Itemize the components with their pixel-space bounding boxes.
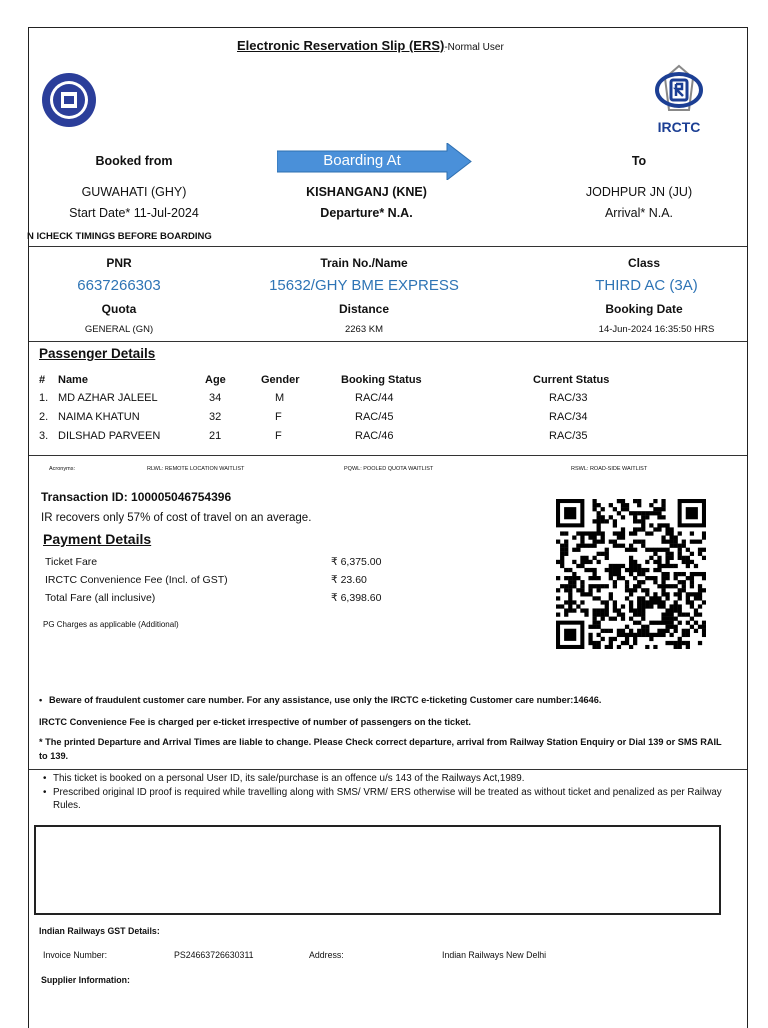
fare-ticket-label: Ticket Fare	[45, 556, 98, 568]
id-proof-note: • Prescribed original ID proof is required while travelling along with SMS/ VRM/ ERS otherwise will be treated as without ticket and penalized as per Railway Rules.	[53, 786, 733, 812]
class-label: Class	[627, 256, 661, 270]
distance-value: 2263 KM	[344, 324, 384, 335]
to-station: JODHPUR JN (JU)	[585, 185, 693, 199]
acronyms-label: Acronyms:	[49, 466, 75, 472]
col-age: Age	[205, 374, 226, 386]
invoice-label: Invoice Number:	[43, 950, 108, 960]
distance-label: Distance	[338, 302, 390, 316]
departure: Departure* N.A.	[320, 206, 413, 220]
address-label: Address:	[309, 950, 344, 960]
train-value: 15632/GHY BME EXPRESS	[269, 277, 459, 294]
booking-status: RAC/44	[355, 392, 394, 404]
from-station: GUWAHATI (GHY)	[81, 185, 187, 199]
indian-railways-logo	[41, 72, 97, 128]
row-num: 2.	[39, 411, 49, 423]
passenger-name: MD AZHAR JALEEL	[58, 392, 158, 404]
fare-ticket-amount: ₹ 6,375.00	[331, 556, 382, 568]
booking-date-value: 14-Jun-2024 16:35:50 HRS	[598, 324, 715, 335]
supplier-label: Supplier Information:	[41, 975, 130, 985]
passenger-gender: F	[275, 430, 282, 442]
total-fare-amount: ₹ 6,398.60	[331, 592, 382, 604]
total-fare-label: Total Fare (all inclusive)	[45, 592, 156, 604]
booking-status: RAC/46	[355, 430, 394, 442]
passenger-gender: M	[275, 392, 285, 404]
passenger-age: 21	[209, 430, 222, 442]
col-gender: Gender	[261, 374, 300, 386]
timing-note: * The printed Departure and Arrival Times are liable to change. Please Check correct departure, arrival from Railway Station Enquiry or Dial 139 or SMS RAIL to 139.	[39, 737, 722, 761]
irctc-logo	[649, 58, 709, 138]
to-label: To	[631, 154, 647, 168]
personal-id-note: • This ticket is booked on a personal User ID, its sale/purchase is an offence u/s 143 of the Railways Act,1989.	[53, 773, 733, 784]
pg-charges-note: PG Charges as applicable (Additional)	[43, 620, 179, 629]
arrival: Arrival* N.A.	[604, 206, 674, 220]
col-num: #	[39, 374, 46, 386]
passenger-age: 32	[209, 411, 222, 423]
start-date: Start Date* 11-Jul-2024	[69, 206, 199, 220]
acronym-rswl: RSWL: ROAD-SIDE WAITLIST	[571, 466, 648, 472]
row-num: 1.	[39, 392, 49, 404]
address-value: Indian Railways New Delhi	[442, 950, 547, 960]
current-status: RAC/33	[549, 392, 588, 404]
acronym-pqwl: PQWL: POOLED QUOTA WAITLIST	[344, 466, 434, 472]
current-status: RAC/35	[549, 430, 588, 442]
col-name: Name	[58, 374, 88, 386]
invoice-number: PS24663726630311	[174, 950, 254, 960]
ers-title: Electronic Reservation Slip (ERS)	[237, 38, 445, 53]
current-status: RAC/34	[549, 411, 588, 423]
passenger-gender: F	[275, 411, 282, 423]
class-value: THIRD AC (3A)	[595, 277, 698, 294]
payment-details-title: Payment Details	[43, 531, 152, 547]
boarding-station: KISHANGANJ (KNE)	[306, 185, 427, 199]
divider	[29, 455, 747, 456]
col-current-status: Current Status	[533, 374, 610, 386]
boarding-at-arrow	[277, 143, 472, 180]
quota-value: GENERAL (GN)	[84, 324, 154, 335]
acronym-rlwl: RLWL: REMOTE LOCATION WAITLIST	[147, 466, 245, 472]
checkin-note: N ICHECK TIMINGS BEFORE BOARDING	[27, 231, 212, 242]
divider	[29, 341, 747, 342]
row-num: 3.	[39, 430, 49, 442]
blank-box	[34, 825, 721, 915]
boarding-at-label: Boarding At	[323, 152, 401, 169]
convenience-fee-label: IRCTC Convenience Fee (Incl. of GST)	[45, 574, 228, 586]
convenience-fee-note: IRCTC Convenience Fee is charged per e-ticket irrespective of number of passengers on the ticket.	[39, 717, 471, 727]
divider	[29, 769, 747, 770]
convenience-fee-amount: ₹ 23.60	[331, 574, 367, 586]
quota-label: Quota	[101, 302, 137, 316]
qr-code	[556, 499, 706, 649]
divider	[29, 246, 747, 247]
pnr-label: PNR	[106, 256, 132, 270]
user-type: -Normal User	[444, 42, 504, 53]
booked-from-label: Booked from	[95, 154, 173, 168]
passenger-name: DILSHAD PARVEEN	[58, 430, 161, 442]
train-label: Train No./Name	[320, 256, 408, 270]
transaction-id: Transaction ID: 100005046754396	[41, 490, 232, 504]
irctc-logo-text: IRCTC	[657, 119, 701, 135]
gst-title: Indian Railways GST Details:	[39, 926, 160, 936]
ers-ticket	[28, 27, 748, 1028]
passenger-age: 34	[209, 392, 222, 404]
fraud-warning: • Beware of fraudulent customer care number. For any assistance, use only the IRCTC e-ticketing Customer care number:14646.	[49, 695, 739, 705]
ir-recovers-note: IR recovers only 57% of cost of travel on an average.	[41, 512, 312, 524]
booking-date-label: Booking Date	[605, 302, 683, 316]
passenger-details-title: Passenger Details	[39, 346, 156, 361]
pnr-value: 6637266303	[77, 277, 161, 294]
passenger-name: NAIMA KHATUN	[58, 411, 140, 423]
col-booking-status: Booking Status	[341, 374, 422, 386]
booking-status: RAC/45	[355, 411, 394, 423]
